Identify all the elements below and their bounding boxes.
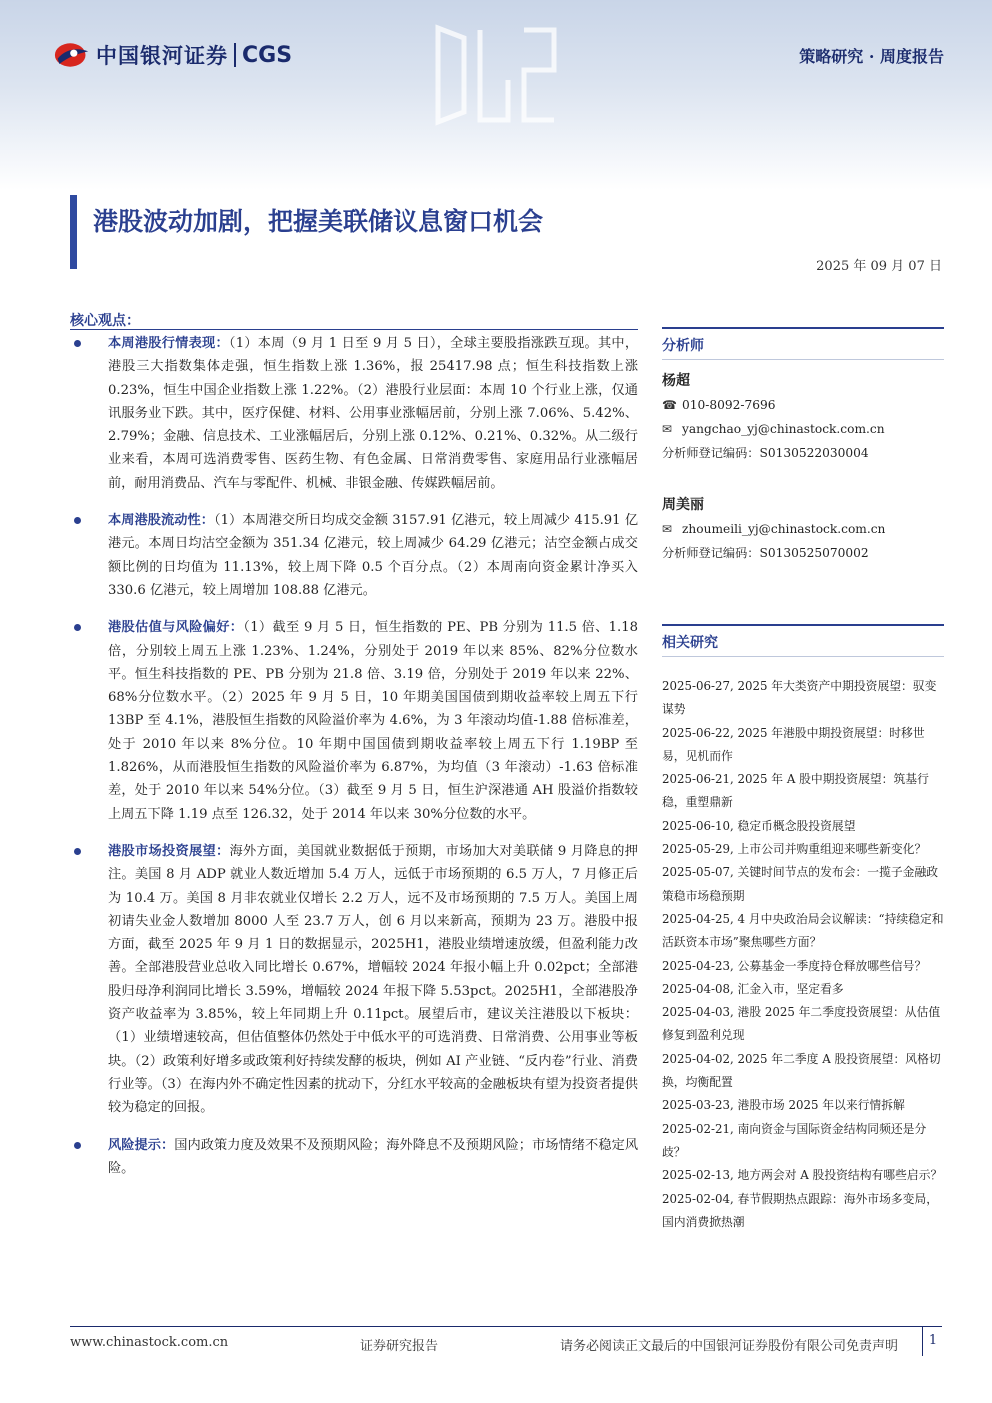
core-views-label: 核心观点： bbox=[70, 313, 140, 329]
phone-icon: ☎ bbox=[662, 398, 678, 412]
logo-separator bbox=[234, 43, 236, 67]
analyst-email[interactable]: ✉ zhoumeili_yj@chinastock.com.cn bbox=[662, 522, 886, 536]
related-item[interactable]: 2025-04-23, 公募基金一季度持仓释放哪些信号？ bbox=[662, 958, 927, 973]
related-item[interactable]: 2025-05-07, 关键时间节点的发布会：一揽子金融政策稳市场稳预期 bbox=[662, 865, 939, 903]
company-logo bbox=[54, 38, 292, 72]
related-item[interactable]: 2025-05-29, 上市公司并购重组迎来哪些新变化？ bbox=[662, 842, 927, 857]
logo-en-text: CGS bbox=[242, 42, 293, 68]
related-item[interactable]: 2025-02-21, 南向资金与国际资金结构同频还是分歧？ bbox=[662, 1121, 927, 1159]
footer-divider bbox=[70, 1326, 942, 1327]
related-item[interactable]: 2025-02-04, 春节假期热点跟踪：海外市场多变局，国内消费掀热潮 bbox=[662, 1191, 939, 1229]
related-item[interactable]: 2025-06-22, 2025 年港股中期投资展望：时移世易，见机而作 bbox=[662, 725, 925, 763]
related-item[interactable]: 2025-02-13, 地方两会对 A 股投资结构有哪些启示？ bbox=[662, 1168, 943, 1183]
analyst-registration: 分析师登记编码：S0130522030004 bbox=[662, 446, 869, 460]
bullet-text: （1）本周港交所日均成交金额 3157.91 亿港元，较上周减少 415.91 亿港元。本周日均沽空金额为 351.34 亿港元，较上周减少 64.29 亿港元；沽空金额占成交额比例的日均值为 11.13%，较上周下降 0.5 个百分点。（2）本周南向资金累计净买入 330.6 亿港元，较上周增加 108.88 亿港元。 bbox=[108, 513, 639, 598]
related-item[interactable]: 2025-06-27, 2025 年大类资产中期投资展望：驭变谋势 bbox=[662, 679, 937, 717]
footer-website[interactable]: www.chinastock.com.cn bbox=[70, 1335, 229, 1350]
related-research-panel bbox=[662, 624, 944, 1234]
page-number: 1 bbox=[922, 1326, 943, 1356]
bullet-valuation bbox=[70, 616, 638, 826]
header-band bbox=[0, 0, 992, 190]
bullet-market-performance bbox=[70, 332, 638, 495]
bullet-label: 风险提示： bbox=[108, 1137, 175, 1153]
related-heading: 相关研究 bbox=[662, 624, 944, 657]
core-views-list bbox=[70, 330, 638, 1180]
bullet-dot-icon bbox=[74, 340, 81, 347]
footer-disclaimer-note: 请务必阅读正文最后的中国银河证券股份有限公司免责声明 bbox=[560, 1339, 899, 1354]
bullet-text: 海外方面，美国就业数据低于预期，市场加大对美联储 9 月降息的押注。美国 8 月 ADP 就业人数近增加 5.4 万人，远低于市场预期的 6.5 万人，7 月修正后为 10.4 万。美国 8 月非农就业仅增长 2.2 万人，远不及市场预期的 7.5 万人。美国上周初请失业金人数增加 8000 人至 23.7 万人，创 6 月以来新高，预期为 23 万。港股中报方面，截至 2025 年 9 月 1 日的数据显示，2025H1，港股业绩增速放缓，但盈利能力改善。全部港股营业总收入同比增长 0.67%，增幅较 2024 年报小幅上升 0.02pct；全部港股归母净利润同比增长 3.59%，增幅较 2024 年报下降 5.53pct。2025H1，全部港股净资产收益率为 3.85%，较上年同期上升 0.11pct。展望后市，建议关注港股以下板块：（1）业绩增速较高，但估值整体仍然处于中低水平的可选消费、日常消费、公用事业等板块。（2）政策利好增多或政策利好持续发酵的板块，例如 AI 产业链、“反内卷”行业、消费行业等。（3）在海内外不确定性因素的扰动下，分红水平较高的金融板块有望为投资者提供较为稳定的回报。 bbox=[108, 843, 638, 1116]
bullet-liquidity bbox=[70, 509, 638, 602]
related-item[interactable]: 2025-04-08, 汇金入市，坚定看多 bbox=[662, 981, 844, 996]
bullet-risk bbox=[70, 1134, 638, 1181]
bullet-label: 港股估值与风险偏好： bbox=[108, 620, 244, 636]
report-date: 2025 年 09 月 07 日 bbox=[816, 259, 942, 274]
analyst-name: 周美丽 bbox=[662, 497, 704, 513]
bullet-dot-icon bbox=[74, 624, 81, 631]
bullet-outlook bbox=[70, 840, 638, 1120]
bullet-text: （1）截至 9 月 5 日，恒生指数的 PE、PB 分别为 11.5 倍、1.18 倍，分别较上周五上涨 1.23%、1.24%，分别处于 2019 年以来 85%、82%分位数水平。恒生科技指数的 PE、PB 分别为 21.8 倍、3.19 倍，分别处于 2019 年以来 22%、68%分位数水平。（2）2025 年 9 月 5 日，10 年期美国国债到期收益率较上周五下行 13BP 至 4.1%，港股恒生指数的风险溢价率为 4.6%，为 3 年滚动均值-1.88 倍标准差，处于 2010 年以来 8%分位。10 年期中国国债到期收益率较上周五下行 1.19BP 至 1.826%，从而港股恒生指数的风险溢价率为 6.87%，为均值（3 年滚动）-1.63 倍标准差，处于 2010 年以来 54%分位。（3）截至 9 月 5 日，恒生沪深港通 AH 股溢价指数较上周五下降 1.19 点至 126.32，处于 2014 年以来 30%分位数的水平。 bbox=[108, 620, 638, 822]
cgs-watermark-icon bbox=[430, 20, 560, 130]
bullet-label: 本周港股行情表现： bbox=[108, 336, 229, 351]
report-type: 策略研究 · 周度报告 bbox=[799, 47, 944, 66]
analyst-panel bbox=[662, 327, 944, 562]
galaxy-logo-icon bbox=[54, 40, 90, 70]
email-icon: ✉ bbox=[662, 422, 673, 436]
analyst-email[interactable]: ✉ yangchao_yj@chinastock.com.cn bbox=[662, 422, 885, 436]
title-accent-bar bbox=[70, 195, 77, 269]
related-item[interactable]: 2025-03-23, 港股市场 2025 年以来行情拆解 bbox=[662, 1098, 905, 1113]
analyst-registration: 分析师登记编码：S0130525070002 bbox=[662, 546, 869, 560]
related-item[interactable]: 2025-04-02, 2025 年二季度 A 股投资展望：风格切换，均衡配置 bbox=[662, 1051, 941, 1090]
analyst-phone: ☎ 010-8092-7696 bbox=[662, 398, 776, 412]
analyst-heading: 分析师 bbox=[662, 327, 944, 360]
bullet-label: 港股市场投资展望： bbox=[108, 843, 230, 859]
related-list bbox=[662, 675, 944, 1234]
related-item[interactable]: 2025-04-03, 港股 2025 年二季度投资展望：从估值修复到盈利兑现 bbox=[662, 1005, 941, 1043]
bullet-label: 本周港股流动性： bbox=[108, 513, 214, 529]
related-item[interactable]: 2025-06-10, 稳定币概念股投资展望 bbox=[662, 818, 856, 833]
bullet-text: 国内政策力度及效果不及预期风险；海外降息不及预期风险；市场情绪不稳定风险。 bbox=[108, 1137, 639, 1176]
bullet-text: （1）本周（9 月 1 日至 9 月 5 日），全球主要股指涨跌互现。其中，港股三大指数集体走强，恒生指数上涨 1.36%，报 25417.98 点；恒生科技指数上涨 0.23%，恒生中国企业指数上涨 1.22%。（2）港股行业层面：本周 10 个行业上涨，仅通讯服务业下跌。其中，医疗保健、材料、公用事业涨幅居前，分别上涨 7.06%、5.42%、2.79%；金融、信息技术、工业涨幅居后，分别上涨 0.12%、0.21%、0.32%。从二级行业来看，本周可选消费零售、医药生物、有色金属、日常消费零售、家庭用品行业涨幅居前，耐用消费品、汽车与零配件、机械、非银金融、传媒跌幅居前。 bbox=[108, 336, 639, 491]
bullet-dot-icon bbox=[74, 1142, 81, 1149]
bullet-dot-icon bbox=[74, 848, 81, 855]
email-icon: ✉ bbox=[662, 522, 673, 536]
page-title: 港股波动加剧，把握美联储议息窗口机会 bbox=[93, 207, 544, 236]
bullet-dot-icon bbox=[74, 517, 81, 524]
footer-center-label: 证券研究报告 bbox=[360, 1339, 439, 1354]
analyst-name: 杨超 bbox=[662, 373, 690, 389]
logo-cn-text: 中国银河证券 bbox=[96, 44, 228, 68]
related-item[interactable]: 2025-06-21, 2025 年 A 股中期投资展望：筑基行稳，重塑鼎新 bbox=[662, 772, 929, 810]
related-item[interactable]: 2025-04-25, 4 月中央政治局会议解读：“持续稳定和活跃资本市场”聚焦哪些方面？ bbox=[662, 911, 944, 950]
